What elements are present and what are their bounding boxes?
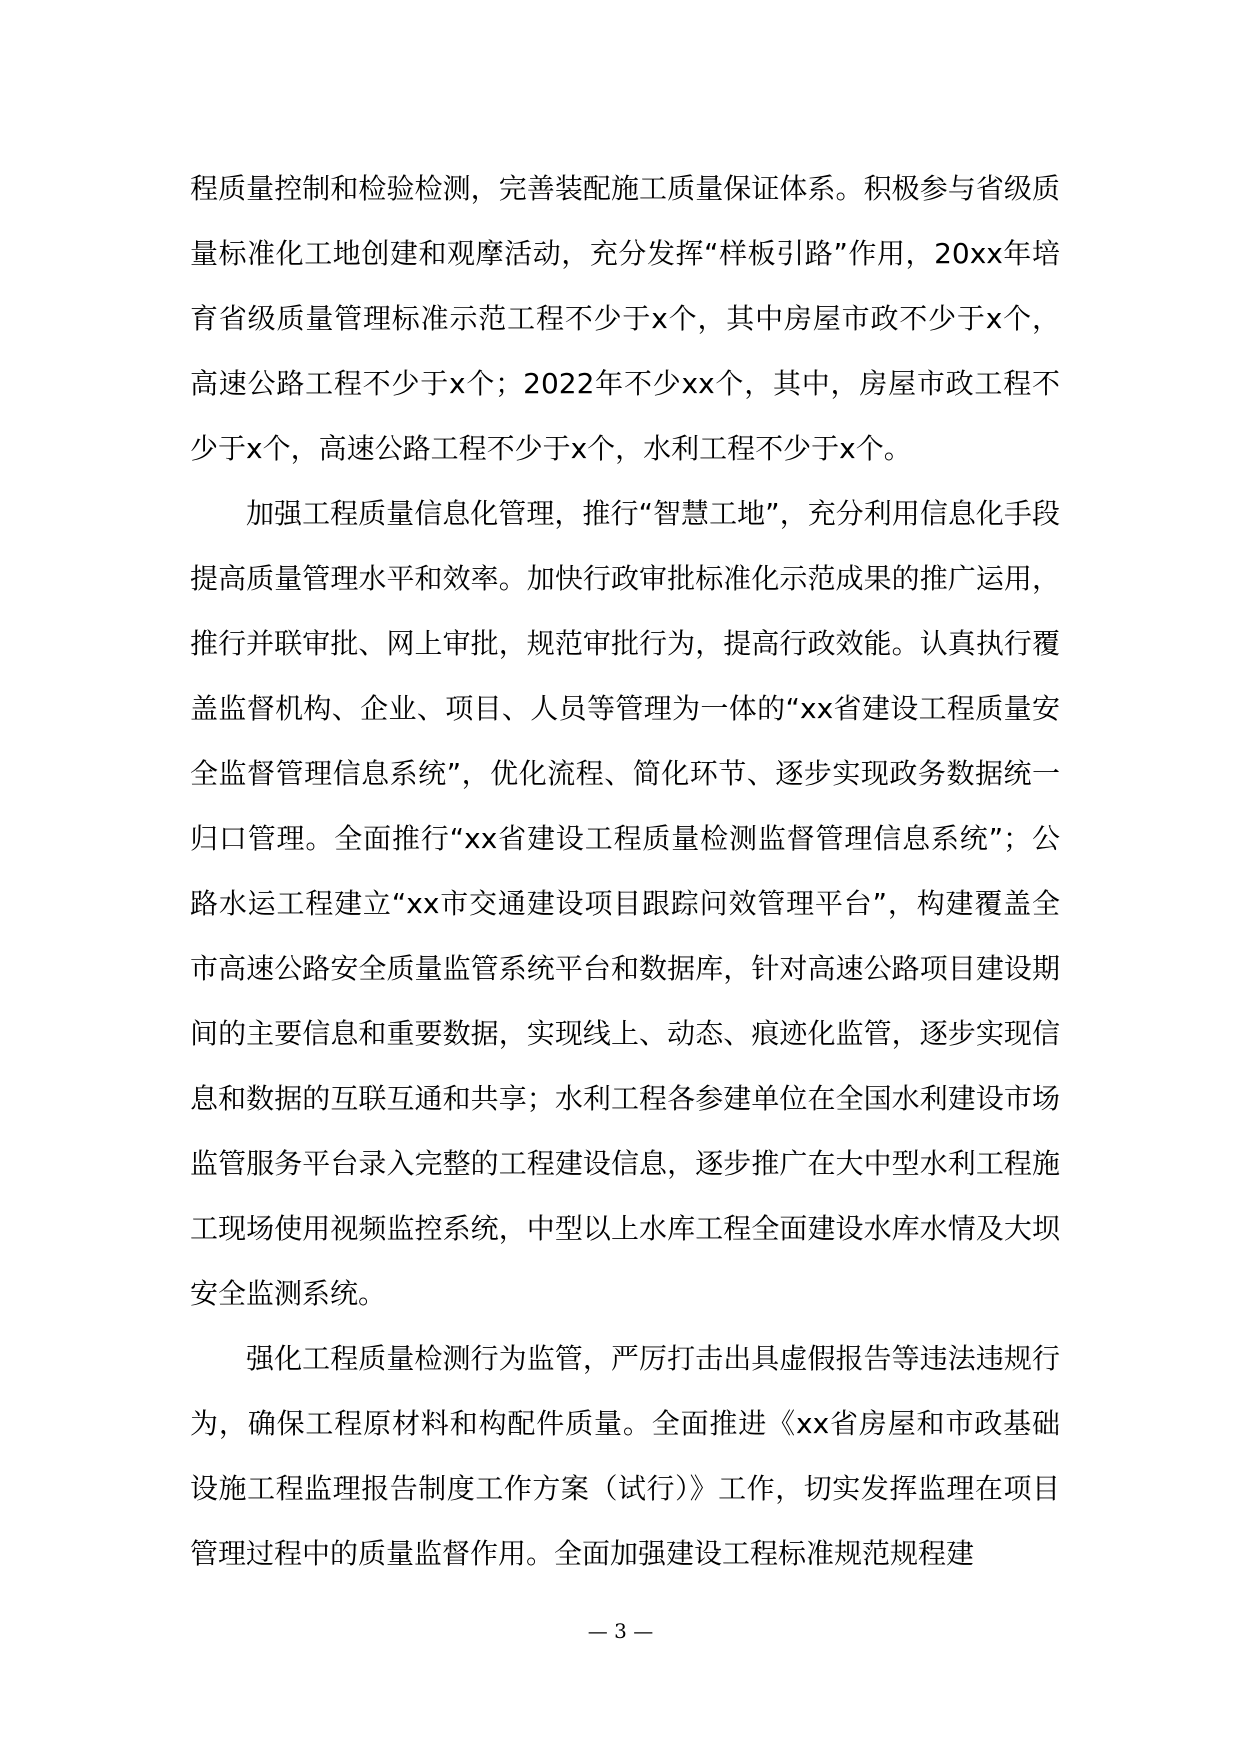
- paragraph-informatization: 加强工程质量信息化管理，推行“智慧工地”，充分利用信息化手段提高质量管理水平和效率。加快行政审批标准化示范成果的推广运用，推行并联审批、网上审批，规范审批行为，提高行政效能。认真执行覆盖监督机构、企业、项目、人员等管理为一体的“xx省建设工程质量安全监督管理信息系统”，优化流程、简化环节、逐步实现政务数据统一归口管理。全面推行“xx省建设工程质量检测监督管理信息系统”；公路水运工程建立“xx市交通建设项目跟踪问效管理平台”，构建覆盖全市高速公路安全质量监管系统平台和数据库，针对高速公路项目建设期间的主要信息和重要数据，实现线上、动态、痕迹化监管，逐步实现信息和数据的互联互通和共享；水利工程各参建单位在全国水利建设市场监管服务平台录入完整的工程建设信息，逐步推广在大中型水利工程施工现场使用视频监控系统，中型以上水库工程全面建设水库水情及大坝安全监测系统。: [190, 497, 1060, 1310]
- paragraph-quality-control: 程质量控制和检验检测，完善装配施工质量保证体系。积极参与省级质量标准化工地创建和观摩活动，充分发挥“样板引路”作用，20xx年培育省级质量管理标准示范工程不少于x个，其中房屋市政不少于x个，高速公路工程不少于x个；2022年不少xx个，其中，房屋市政工程不少于x个，高速公路工程不少于x个，水利工程不少于x个。: [190, 172, 1060, 465]
- paragraph-testing-supervision: 强化工程质量检测行为监管，严厉打击出具虚假报告等违法违规行为，确保工程原材料和构配件质量。全面推进《xx省房屋和市政基础设施工程监理报告制度工作方案（试行）》工作，切实发挥监理在项目管理过程中的质量监督作用。全面加强建设工程标准规范规程建: [190, 1342, 1060, 1570]
- document-body: [190, 156, 1060, 1586]
- page-number: — 3 —: [587, 1619, 654, 1643]
